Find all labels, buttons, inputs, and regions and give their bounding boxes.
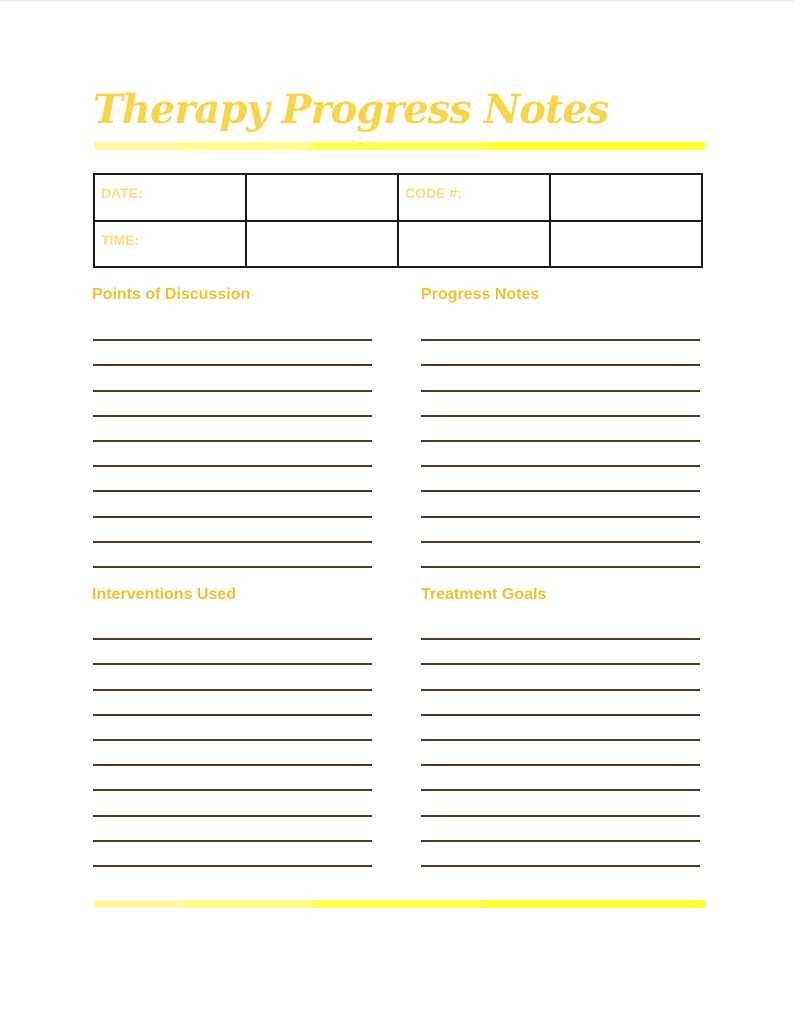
footer-stripe — [94, 900, 705, 908]
document-title: Therapy Progress Notes — [93, 86, 609, 133]
writing-line[interactable] — [93, 640, 372, 665]
writing-line[interactable] — [93, 665, 372, 690]
stripe-segment — [183, 900, 312, 908]
writing-line[interactable] — [93, 442, 372, 467]
writing-line[interactable] — [93, 817, 372, 842]
info-row-2 — [94, 221, 702, 268]
points-of-discussion-lines — [93, 316, 372, 568]
page-top-edge — [0, 0, 794, 2]
writing-line[interactable] — [93, 842, 372, 867]
writing-line[interactable] — [421, 366, 700, 391]
writing-line[interactable] — [421, 467, 700, 492]
time-label: TIME: — [94, 221, 246, 268]
progress-notes-heading: Progress Notes — [421, 286, 540, 303]
writing-line[interactable] — [93, 791, 372, 816]
time-field[interactable] — [246, 221, 398, 268]
interventions-used-heading: Interventions Used — [92, 586, 237, 603]
session-info-table — [93, 173, 703, 268]
writing-line[interactable] — [93, 467, 372, 492]
writing-line[interactable] — [421, 341, 700, 366]
progress-notes-lines — [421, 316, 700, 568]
writing-line[interactable] — [93, 417, 372, 442]
writing-line[interactable] — [421, 691, 700, 716]
header-stripe — [94, 142, 705, 150]
code-label: CODE #: — [398, 174, 550, 221]
writing-line[interactable] — [421, 716, 700, 741]
writing-line[interactable] — [93, 716, 372, 741]
writing-line[interactable] — [93, 741, 372, 766]
writing-line[interactable] — [421, 417, 700, 442]
writing-line[interactable] — [421, 615, 700, 640]
info-row-1 — [94, 174, 702, 221]
writing-line[interactable] — [93, 518, 372, 543]
writing-line[interactable] — [421, 741, 700, 766]
stripe-segment — [94, 142, 183, 150]
writing-line[interactable] — [93, 766, 372, 791]
writing-line[interactable] — [93, 492, 372, 517]
writing-line[interactable] — [93, 691, 372, 716]
writing-line[interactable] — [421, 766, 700, 791]
writing-line[interactable] — [421, 518, 700, 543]
blank-cell[interactable] — [550, 221, 702, 268]
stripe-segment — [312, 900, 487, 908]
writing-line[interactable] — [93, 615, 372, 640]
stripe-segment — [487, 900, 705, 908]
stripe-segment — [94, 900, 183, 908]
treatment-goals-lines — [421, 615, 700, 867]
writing-line[interactable] — [421, 392, 700, 417]
writing-line[interactable] — [421, 492, 700, 517]
stripe-segment — [183, 142, 312, 150]
writing-line[interactable] — [93, 341, 372, 366]
treatment-goals-heading: Treatment Goals — [421, 586, 547, 603]
writing-line[interactable] — [93, 543, 372, 568]
writing-line[interactable] — [421, 543, 700, 568]
writing-line[interactable] — [421, 316, 700, 341]
writing-line[interactable] — [421, 665, 700, 690]
writing-line[interactable] — [421, 791, 700, 816]
writing-line[interactable] — [421, 640, 700, 665]
date-field[interactable] — [246, 174, 398, 221]
writing-line[interactable] — [93, 366, 372, 391]
points-of-discussion-heading: Points of Discussion — [92, 286, 251, 303]
date-label: DATE: — [94, 174, 246, 221]
stripe-segment — [487, 142, 705, 150]
interventions-used-lines — [93, 615, 372, 867]
blank-cell[interactable] — [398, 221, 550, 268]
writing-line[interactable] — [93, 316, 372, 341]
stripe-segment — [312, 142, 487, 150]
writing-line[interactable] — [421, 842, 700, 867]
writing-line[interactable] — [421, 442, 700, 467]
code-field[interactable] — [550, 174, 702, 221]
writing-line[interactable] — [93, 392, 372, 417]
writing-line[interactable] — [421, 817, 700, 842]
